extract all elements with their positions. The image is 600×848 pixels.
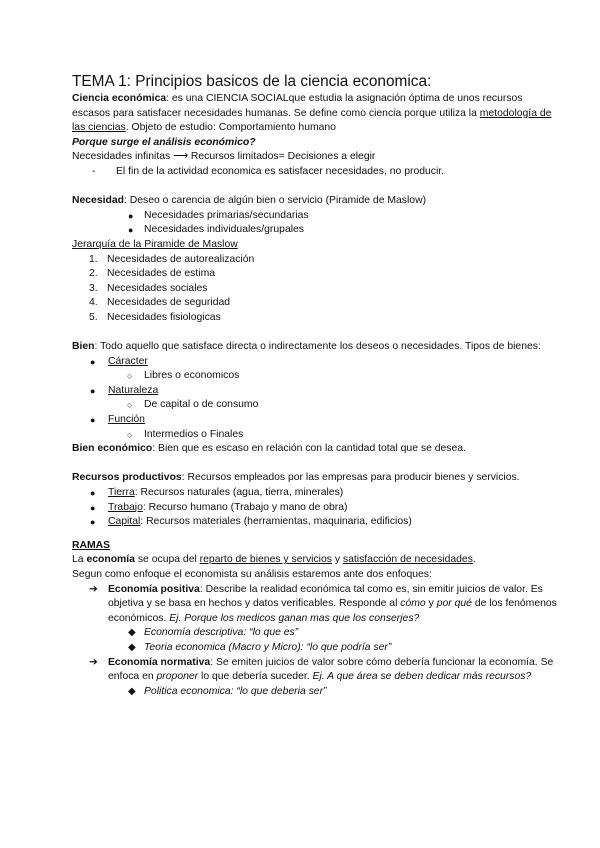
- necesidad-types-list: [72, 209, 560, 238]
- porque-question: Porque surge el análisis económico?: [72, 136, 256, 148]
- hollow-bullet-icon: ○: [127, 429, 133, 440]
- ramas-intro2: Segun como enfoque el economista su análisis estaremos ante dos enfoques:: [72, 569, 432, 580]
- list-item: ● Necesidades individuales/grupales: [72, 223, 560, 238]
- list-item: 2. Necesidades de estima: [89, 268, 216, 280]
- hollow-bullet-icon: ○: [127, 400, 133, 411]
- filled-bullet-icon: ●: [128, 210, 134, 221]
- list-item: ● Función: [72, 413, 560, 428]
- recursos-paragraph: Recursos productivos: Recursos empleados por las empresas para producir bienes y servicios.: [72, 472, 520, 484]
- list-item: 4. Necesidades de seguridad: [89, 297, 231, 309]
- list-item: 3. Necesidades sociales: [89, 282, 208, 294]
- filled-bullet-icon: ●: [90, 517, 96, 528]
- ramas-heading: RAMAS: [72, 539, 111, 551]
- list-item: ● Trabajo: Recurso humano (Trabajo y mano de obra): [72, 501, 560, 516]
- necesidad-paragraph: Necesidad: Deseo o carencia de algún bien o servicio (Piramide de Maslow): [72, 195, 427, 207]
- recursos-list: [72, 486, 560, 530]
- diamond-bullet-icon: ◆: [128, 685, 136, 697]
- filled-bullet-icon: ●: [90, 502, 96, 513]
- list-item: 1. Necesidades de autorealización: [89, 253, 255, 265]
- ciencia-term: Ciencia económica: [72, 93, 167, 104]
- bien-economico-paragraph: Bien económico: Bien que es escaso en relación con la cantidad total que se desea.: [72, 443, 466, 455]
- dash-bullet-icon: -: [92, 165, 96, 177]
- arrow-bullet-icon: ➔: [89, 583, 98, 595]
- bien-types-list: [72, 355, 560, 443]
- list-item: ● Necesidades primarias/secundarias: [72, 209, 560, 224]
- necesidades-line: Necesidades infinitas ⟶ Recursos limitados= Decisiones a elegir: [72, 151, 376, 163]
- list-item: ◆ Teoria economica (Macro y Micro): “lo que podría ser”: [72, 641, 560, 656]
- list-item: ● Tierra: Recursos naturales (agua, tierra, minerales): [72, 486, 560, 501]
- dash-list: [72, 165, 560, 180]
- enfoques-list: [72, 583, 560, 700]
- diamond-bullet-icon: ◆: [128, 627, 136, 639]
- list-item: 5. Necesidades fisiologicas: [89, 311, 221, 323]
- filled-bullet-icon: ●: [128, 225, 134, 236]
- metodologia-link-text: metodología de las ciencias: [72, 107, 552, 134]
- hollow-bullet-icon: ○: [127, 371, 133, 382]
- list-item: ➔ Economía normativa: Se emiten juicios de valor sobre cómo debería funcionar la economía. Se enfoca en proponer lo que debería suceder. Ej. A que área se deben dedicar más recursos?: [89, 656, 554, 683]
- filled-bullet-icon: ●: [90, 415, 96, 426]
- list-item: ● Naturaleza: [72, 384, 560, 399]
- bien-term: Bien: [72, 341, 95, 353]
- pyramid-list: [72, 253, 560, 326]
- list-item: ➔ Economía positiva: Describe la realidad económica tal como es, sin emitir juicios de valor. Es objetiva y se basa en hechos y datos verificables. Responde al cómo y por qué de los fenómenos económicos. Ej. Porque los medicos ganan mas que los conserjes?: [89, 583, 557, 624]
- ramas-intro: La economía se ocupa del reparto de bienes y servicios y satisfacción de necesidades.: [72, 554, 476, 566]
- diamond-bullet-icon: ◆: [128, 641, 136, 653]
- list-item: ◆ Politica economica: “lo que deberia ser”: [72, 685, 560, 700]
- list-item: ○ Libres o economicos: [72, 369, 560, 384]
- list-item: - El fin de la actividad economica es satisfacer necesidades, no producir.: [72, 165, 560, 180]
- filled-bullet-icon: ●: [90, 385, 96, 396]
- list-item: ◆ Economía descriptiva: “lo que es”: [72, 626, 560, 641]
- list-item: ● Capital: Recursos materiales (herramientas, maquinaria, edificios): [72, 515, 560, 530]
- filled-bullet-icon: ●: [90, 488, 96, 499]
- bien-paragraph: Bien: Todo aquello que satisface directa o indirectamente los deseos o necesidades. Tipos de bienes:: [72, 341, 541, 353]
- necesidad-term: Necesidad: [72, 195, 124, 207]
- pyramid-title: Jerarquía de la Piramide de Maslow: [72, 238, 238, 250]
- list-item: ● Cáracter: [72, 355, 560, 370]
- list-item: ○ De capital o de consumo: [72, 398, 560, 413]
- list-item: ○ Intermedios o Finales: [72, 428, 560, 443]
- page-title: TEMA 1: Principios basicos de la ciencia economica:: [72, 73, 432, 90]
- filled-bullet-icon: ●: [90, 356, 96, 367]
- arrow-bullet-icon: ➔: [89, 656, 98, 668]
- ciencia-paragraph: Ciencia económica: es una CIENCIA SOCIALque estudia la asignación óptima de unos recursos escasos para satisfacer necesidades humanas. Se define como ciencia porque utiliza la metodología de las ciencias. Objeto de estudio: Comportamiento humano: [72, 93, 552, 134]
